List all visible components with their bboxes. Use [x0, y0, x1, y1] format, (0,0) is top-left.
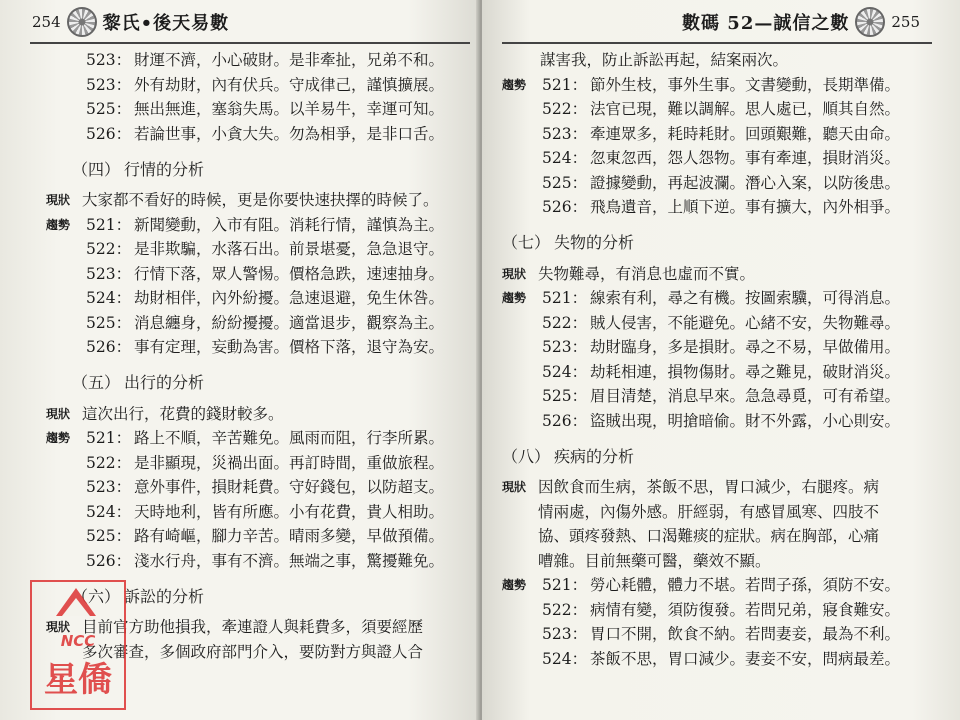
status-line-cont: 協、頭疼發熱、口渴難痰的症狀。病在胸部，心痛 [538, 527, 880, 545]
list-item: 523： 牽連眾多，耗時耗財。回頭艱難，聽天由命。 [542, 124, 901, 143]
list-item: 趨勢 521： 路上不順，辛苦難免。風雨而阻，行李所累。 [46, 429, 445, 447]
section-heading: （五） 出行的分析 [72, 373, 205, 393]
list-item: 522： 是非欺騙，水落石出。前景堪憂，急急退守。 [86, 240, 445, 258]
list-item: 趨勢 521： 節外生枝，事外生事。文書變動，長期準備。 [502, 75, 901, 94]
list-item: 522： 法官已現，難以調解。思人處已，順其自然。 [542, 100, 901, 118]
list-item: 523： 財運不濟，小心破財。是非牽扯，兄弟不和。 [86, 51, 445, 69]
list-item: 525： 眉目清楚，消息早來。急急尋覓，可有希望。 [542, 387, 901, 405]
status-line: 現狀 大家都不看好的時候，更是你要快速抉擇的時候了。 [46, 191, 439, 209]
right-header [682, 0, 920, 44]
list-item: 524： 劫財相伴，內外紛擾。急速退避，免生休咎。 [86, 289, 445, 307]
list-item: 524： 天時地利，皆有所應。小有花費，貴人相助。 [86, 502, 445, 521]
list-item: 526： 盜賊出現，明搶暗偷。財不外露，小心則安。 [542, 411, 901, 430]
list-item: 526： 飛鳥遺音，上順下逆。事有擴大，內外相爭。 [542, 198, 901, 216]
list-item: 522： 是非顯現，災禍出面。再訂時間，重做旅程。 [86, 453, 445, 472]
list-item: 趨勢 521： 勞心耗體，體力不堪。若問子孫，須防不安。 [502, 576, 901, 594]
list-item: 526： 事有定理，妄動為害。價格下落，退守為安。 [86, 338, 445, 356]
header-rule [30, 42, 470, 44]
list-item: 524： 茶飯不思，胃口減少。妻妾不安，問病最差。 [542, 649, 901, 668]
status-line: 現狀 這次出行，花費的錢財較多。 [46, 404, 284, 423]
right-running-title: 數碼 52—誠信之數 [682, 13, 850, 34]
list-item: 522： 賊人侵害，不能避免。心緒不安，失物難尋。 [542, 313, 901, 332]
section-heading: （四） 行情的分析 [72, 159, 205, 179]
left-running-title: 黎氏•後天易數 [102, 13, 230, 34]
list-item: 523： 意外事件，損財耗費。守好錢包，以防超支。 [86, 478, 445, 496]
left-header [32, 0, 229, 44]
status-line-cont: 多次審查，多個政府部門介入，要防對方與證人合 [82, 642, 424, 661]
list-item: 523： 行情下落，眾人警惕。價格急跌，速速抽身。 [86, 264, 445, 283]
watermark-stamp: NCC 星僑 [30, 580, 126, 710]
list-item: 趨勢 521： 線索有利，尋之有機。按圖索驥，可得消息。 [502, 289, 901, 307]
section-heading: （八） 疾病的分析 [502, 446, 635, 466]
flower-ornament-icon [855, 7, 885, 37]
continued-line: 謀害我，防止訴訟再起，結案兩次。 [540, 51, 789, 69]
status-line: 現狀 目前官方助他損我，牽連證人與耗費多，須要經歷 [46, 618, 424, 636]
left-body-text [46, 48, 474, 664]
header-rule [502, 42, 932, 44]
list-item: 525： 消息纏身，紛紛擾擾。適當退步，觀察為主。 [86, 313, 445, 332]
list-item: 525： 證據變動，再起波瀾。潛心入案，以防後患。 [542, 173, 901, 192]
list-item: 523： 外有劫財，內有伏兵。守成律己，謹慎擴展。 [86, 75, 445, 94]
right-page [482, 0, 960, 720]
list-item: 523： 劫財臨身，多是損財。尋之不易，早做備用。 [542, 338, 901, 356]
list-item: 趨勢 521： 新聞變動，入市有阻。消耗行情，謹慎為主。 [46, 215, 445, 234]
section-heading: （七） 失物的分析 [502, 233, 635, 253]
list-item: 524： 劫耗相連，損物傷財。尋之難見，破財消災。 [542, 362, 901, 381]
list-item: 522： 病情有變，須防復發。若問兄弟，寢食難安。 [542, 600, 901, 619]
left-page-number: 254 [32, 13, 61, 31]
section-heading: （六） 訴訟的分析 [72, 586, 205, 606]
list-item: 524： 忽東忽西，怨人怨物。事有牽連，損財消災。 [542, 149, 901, 167]
list-item: 525： 路有崎嶇，腳力辛苦。晴雨多變，早做預備。 [86, 527, 445, 545]
list-item: 526： 淺水行舟，事有不濟。無端之事，驚擾難免。 [86, 551, 445, 570]
right-page-number: 255 [891, 13, 920, 31]
status-line-cont: 情兩處，內傷外感。肝經弱，有感冒風寒、四肢不 [538, 502, 880, 521]
flower-ornament-icon [67, 7, 97, 37]
right-body-text [502, 48, 942, 671]
status-line-cont: 嘈雜。目前無藥可醫，藥效不顯。 [538, 551, 771, 570]
status-line: 現狀 因飲食而生病，茶飯不思，胃口減少，右腿疼。病 [502, 478, 880, 496]
list-item: 523： 胃口不開，飲食不納。若問妻妾，最為不利。 [542, 625, 901, 643]
list-item: 526： 若論世事，小貪大失。勿為相爭，是非口舌。 [86, 124, 445, 143]
status-line: 現狀 失物難尋，有消息也虛而不實。 [502, 264, 756, 283]
list-item: 525： 無出無進，塞翁失馬。以羊易牛，幸運可知。 [86, 100, 445, 118]
